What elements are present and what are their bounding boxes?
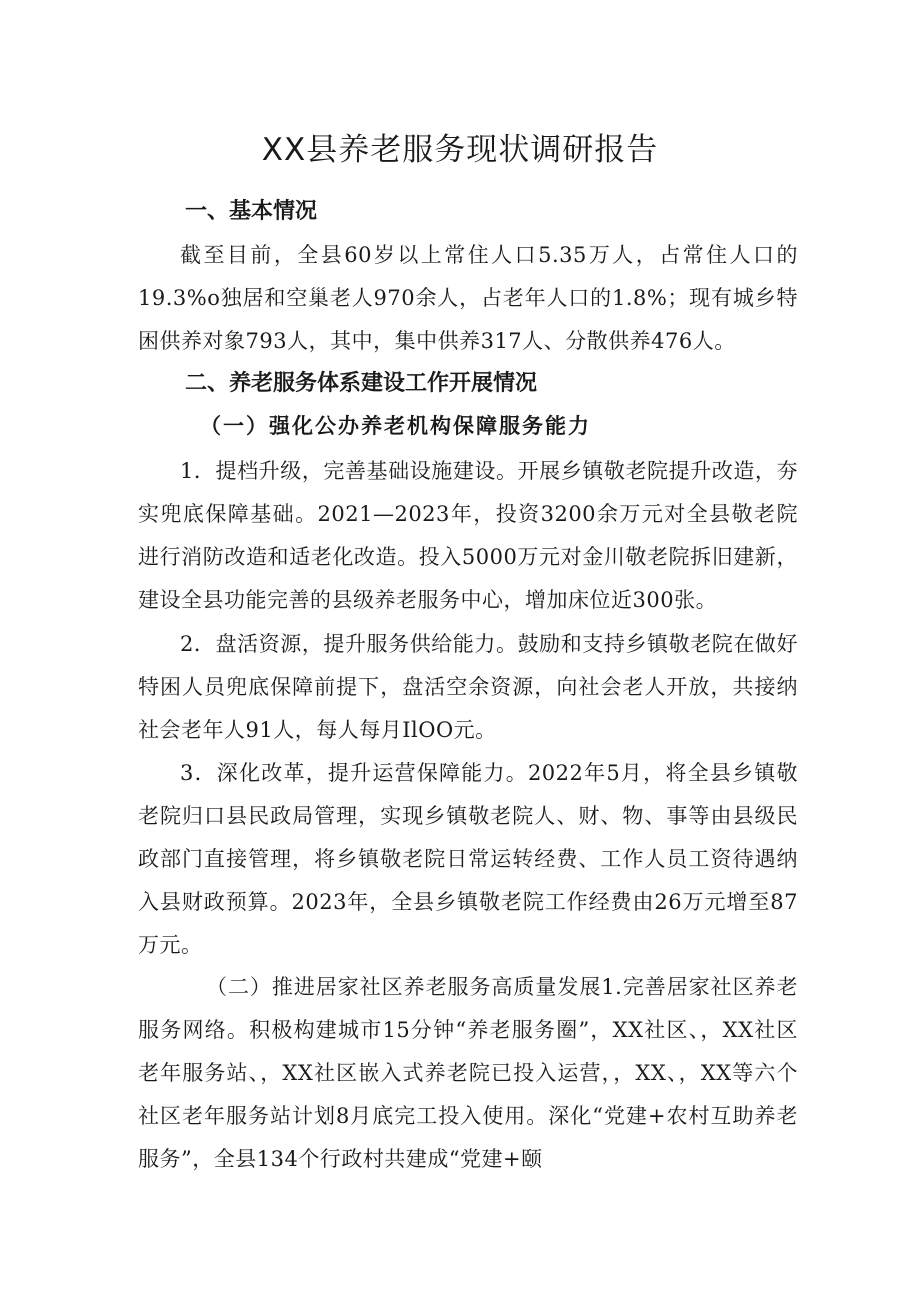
section-heading-service-system: 二、养老服务体系建设工作开展情况	[185, 371, 538, 396]
subsection-heading-public-institutions: （一）强化公办养老机构保障服务能力	[200, 413, 591, 438]
document-title: XX县养老服务现状调研报告	[261, 132, 659, 168]
paragraph-item-reform: 3．深化改革，提升运营保障能力。2022年5月，将全县乡镇敬老院归口县民政局管理，实现乡镇敬老院人、财、物、事等由县级民政部门直接管理，将乡镇敬老院日常运转经费、工作人员工资待遇纳入县财政预算。2023年，全县乡镇敬老院工作经费由26万元增至87万元。	[138, 761, 798, 957]
paragraph-item-upgrade: 1．提档升级，完善基础设施建设。开展乡镇敬老院提升改造，夯实兜底保障基础。2021—2023年，投资3200余万元对全县敬老院进行消防改造和适老化改造。投入5000万元对金川敬老院拆旧建新，建设全县功能完善的县级养老服务中心，增加床位近300张。	[138, 459, 799, 612]
paragraph-community-services: （二）推进居家社区养老服务高质量发展1.完善居家社区养老服务网络。积极构建城市15分钟“养老服务圈”，XX社区、，XX社区老年服务站、，XX社区嵌入式养老院已投入运营，，XX、，XX等六个社区老年服务站计划8月底完工投入使用。深化“党建+农村互助养老服务”，全县134个行政村共建成“党建+颐	[138, 975, 798, 1171]
section-heading-basic-situation: 一、基本情况	[185, 199, 318, 224]
paragraph-basic-situation: 截至目前，全县60岁以上常住人口5.35万人，占常住人口的19.3%o独居和空巢老人970余人，占老年人口的1.8%；现有城乡特困供养对象793人，其中，集中供养317人、分散供养476人。	[138, 243, 798, 353]
paragraph-item-resources: 2．盘活资源，提升服务供给能力。鼓励和支持乡镇敬老院在做好特困人员兜底保障前提下，盘活空余资源，向社会老人开放，共接纳社会老年人91人，每人每月IlOO元。	[138, 632, 798, 742]
